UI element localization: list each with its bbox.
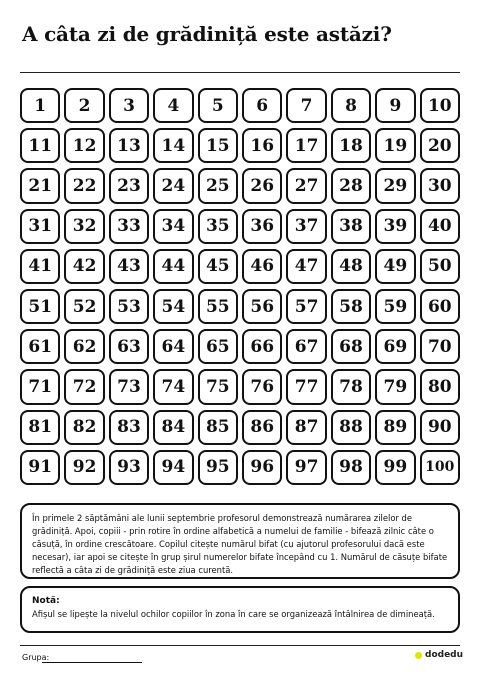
day-box-21[interactable]: 21 xyxy=(20,168,60,203)
day-box-55[interactable]: 55 xyxy=(198,289,238,324)
day-box-92[interactable]: 92 xyxy=(64,450,104,485)
day-box-54[interactable]: 54 xyxy=(153,289,193,324)
day-box-91[interactable]: 91 xyxy=(20,450,60,485)
day-box-79[interactable]: 79 xyxy=(375,369,415,404)
day-box-76[interactable]: 76 xyxy=(242,369,282,404)
day-box-82[interactable]: 82 xyxy=(64,410,104,445)
day-box-32[interactable]: 32 xyxy=(64,209,104,244)
day-box-4[interactable]: 4 xyxy=(153,88,193,123)
day-box-43[interactable]: 43 xyxy=(109,249,149,284)
day-box-64[interactable]: 64 xyxy=(153,329,193,364)
day-box-57[interactable]: 57 xyxy=(286,289,326,324)
day-box-88[interactable]: 88 xyxy=(331,410,371,445)
day-box-45[interactable]: 45 xyxy=(198,249,238,284)
day-box-84[interactable]: 84 xyxy=(153,410,193,445)
day-box-77[interactable]: 77 xyxy=(286,369,326,404)
day-box-31[interactable]: 31 xyxy=(20,209,60,244)
day-box-69[interactable]: 69 xyxy=(375,329,415,364)
day-box-8[interactable]: 8 xyxy=(331,88,371,123)
day-box-40[interactable]: 40 xyxy=(420,209,460,244)
day-box-1[interactable]: 1 xyxy=(20,88,60,123)
day-box-26[interactable]: 26 xyxy=(242,168,282,203)
group-label: Grupa: xyxy=(22,653,50,662)
day-box-80[interactable]: 80 xyxy=(420,369,460,404)
day-box-58[interactable]: 58 xyxy=(331,289,371,324)
instructions-box xyxy=(20,503,460,579)
brand-dot-icon xyxy=(415,652,422,659)
day-box-18[interactable]: 18 xyxy=(331,128,371,163)
day-box-48[interactable]: 48 xyxy=(331,249,371,284)
day-box-99[interactable]: 99 xyxy=(375,450,415,485)
day-box-34[interactable]: 34 xyxy=(153,209,193,244)
day-box-87[interactable]: 87 xyxy=(286,410,326,445)
day-box-5[interactable]: 5 xyxy=(198,88,238,123)
day-box-3[interactable]: 3 xyxy=(109,88,149,123)
day-box-98[interactable]: 98 xyxy=(331,450,371,485)
day-box-36[interactable]: 36 xyxy=(242,209,282,244)
day-box-59[interactable]: 59 xyxy=(375,289,415,324)
day-box-47[interactable]: 47 xyxy=(286,249,326,284)
day-box-14[interactable]: 14 xyxy=(153,128,193,163)
day-box-51[interactable]: 51 xyxy=(20,289,60,324)
day-box-39[interactable]: 39 xyxy=(375,209,415,244)
day-box-94[interactable]: 94 xyxy=(153,450,193,485)
day-box-15[interactable]: 15 xyxy=(198,128,238,163)
day-box-63[interactable]: 63 xyxy=(109,329,149,364)
day-box-6[interactable]: 6 xyxy=(242,88,282,123)
day-box-49[interactable]: 49 xyxy=(375,249,415,284)
day-box-52[interactable]: 52 xyxy=(64,289,104,324)
day-box-96[interactable]: 96 xyxy=(242,450,282,485)
note-text: Afișul se lipește la nivelul ochilor copiilor în zona în care se organizează întâlnirea de dimineață. xyxy=(32,609,435,619)
day-box-19[interactable]: 19 xyxy=(375,128,415,163)
day-box-24[interactable]: 24 xyxy=(153,168,193,203)
day-box-37[interactable]: 37 xyxy=(286,209,326,244)
number-grid xyxy=(20,88,460,485)
day-box-73[interactable]: 73 xyxy=(109,369,149,404)
footer-divider xyxy=(20,645,460,646)
day-box-53[interactable]: 53 xyxy=(109,289,149,324)
day-box-27[interactable]: 27 xyxy=(286,168,326,203)
day-box-35[interactable]: 35 xyxy=(198,209,238,244)
day-box-30[interactable]: 30 xyxy=(420,168,460,203)
day-box-97[interactable]: 97 xyxy=(286,450,326,485)
day-box-17[interactable]: 17 xyxy=(286,128,326,163)
day-box-28[interactable]: 28 xyxy=(331,168,371,203)
day-box-29[interactable]: 29 xyxy=(375,168,415,203)
day-box-67[interactable]: 67 xyxy=(286,329,326,364)
day-box-90[interactable]: 90 xyxy=(420,410,460,445)
page-title: A câta zi de grădiniță este astăzi? xyxy=(22,22,392,46)
day-box-13[interactable]: 13 xyxy=(109,128,149,163)
day-box-22[interactable]: 22 xyxy=(64,168,104,203)
day-box-71[interactable]: 71 xyxy=(20,369,60,404)
day-box-83[interactable]: 83 xyxy=(109,410,149,445)
day-box-50[interactable]: 50 xyxy=(420,249,460,284)
day-box-25[interactable]: 25 xyxy=(198,168,238,203)
day-box-7[interactable]: 7 xyxy=(286,88,326,123)
day-box-70[interactable]: 70 xyxy=(420,329,460,364)
day-box-62[interactable]: 62 xyxy=(64,329,104,364)
brand-logo xyxy=(415,650,463,660)
note-box xyxy=(20,586,460,633)
day-box-78[interactable]: 78 xyxy=(331,369,371,404)
day-box-44[interactable]: 44 xyxy=(153,249,193,284)
day-box-85[interactable]: 85 xyxy=(198,410,238,445)
day-box-61[interactable]: 61 xyxy=(20,329,60,364)
day-box-100[interactable]: 100 xyxy=(420,450,460,485)
day-box-89[interactable]: 89 xyxy=(375,410,415,445)
day-box-81[interactable]: 81 xyxy=(20,410,60,445)
day-box-33[interactable]: 33 xyxy=(109,209,149,244)
day-box-66[interactable]: 66 xyxy=(242,329,282,364)
group-input-line[interactable] xyxy=(42,662,142,663)
day-box-95[interactable]: 95 xyxy=(198,450,238,485)
day-box-56[interactable]: 56 xyxy=(242,289,282,324)
day-box-16[interactable]: 16 xyxy=(242,128,282,163)
day-box-93[interactable]: 93 xyxy=(109,450,149,485)
day-box-2[interactable]: 2 xyxy=(64,88,104,123)
day-box-23[interactable]: 23 xyxy=(109,168,149,203)
day-box-65[interactable]: 65 xyxy=(198,329,238,364)
day-box-74[interactable]: 74 xyxy=(153,369,193,404)
day-box-72[interactable]: 72 xyxy=(64,369,104,404)
day-box-86[interactable]: 86 xyxy=(242,410,282,445)
day-box-68[interactable]: 68 xyxy=(331,329,371,364)
note-title: Notă: xyxy=(32,596,60,606)
day-box-41[interactable]: 41 xyxy=(20,249,60,284)
day-box-12[interactable]: 12 xyxy=(64,128,104,163)
day-box-75[interactable]: 75 xyxy=(198,369,238,404)
day-box-20[interactable]: 20 xyxy=(420,128,460,163)
day-box-11[interactable]: 11 xyxy=(20,128,60,163)
day-box-10[interactable]: 10 xyxy=(420,88,460,123)
title-divider xyxy=(20,72,460,73)
day-box-38[interactable]: 38 xyxy=(331,209,371,244)
day-box-42[interactable]: 42 xyxy=(64,249,104,284)
day-box-46[interactable]: 46 xyxy=(242,249,282,284)
day-box-60[interactable]: 60 xyxy=(420,289,460,324)
brand-name: dodedu xyxy=(425,650,464,660)
day-box-9[interactable]: 9 xyxy=(375,88,415,123)
instructions-text: În primele 2 săptămâni ale lunii septembrie profesorul demonstrează numărarea zilelor de grădiniță. Apoi, copiii - prin rotire în ordine alfabetică a numelui de familie - bifează zilnic câte o căsuță, în ordine crescătoare. Copilul citește numărul bifat (cu ajutorul profesorului dacă este necesar), iar apoi se citește în grup șirul numerelor bifate începând cu 1. Numărul de căsuțe bifate reflectă a câta zi de grădiniță este ziua curentă. xyxy=(32,513,448,575)
